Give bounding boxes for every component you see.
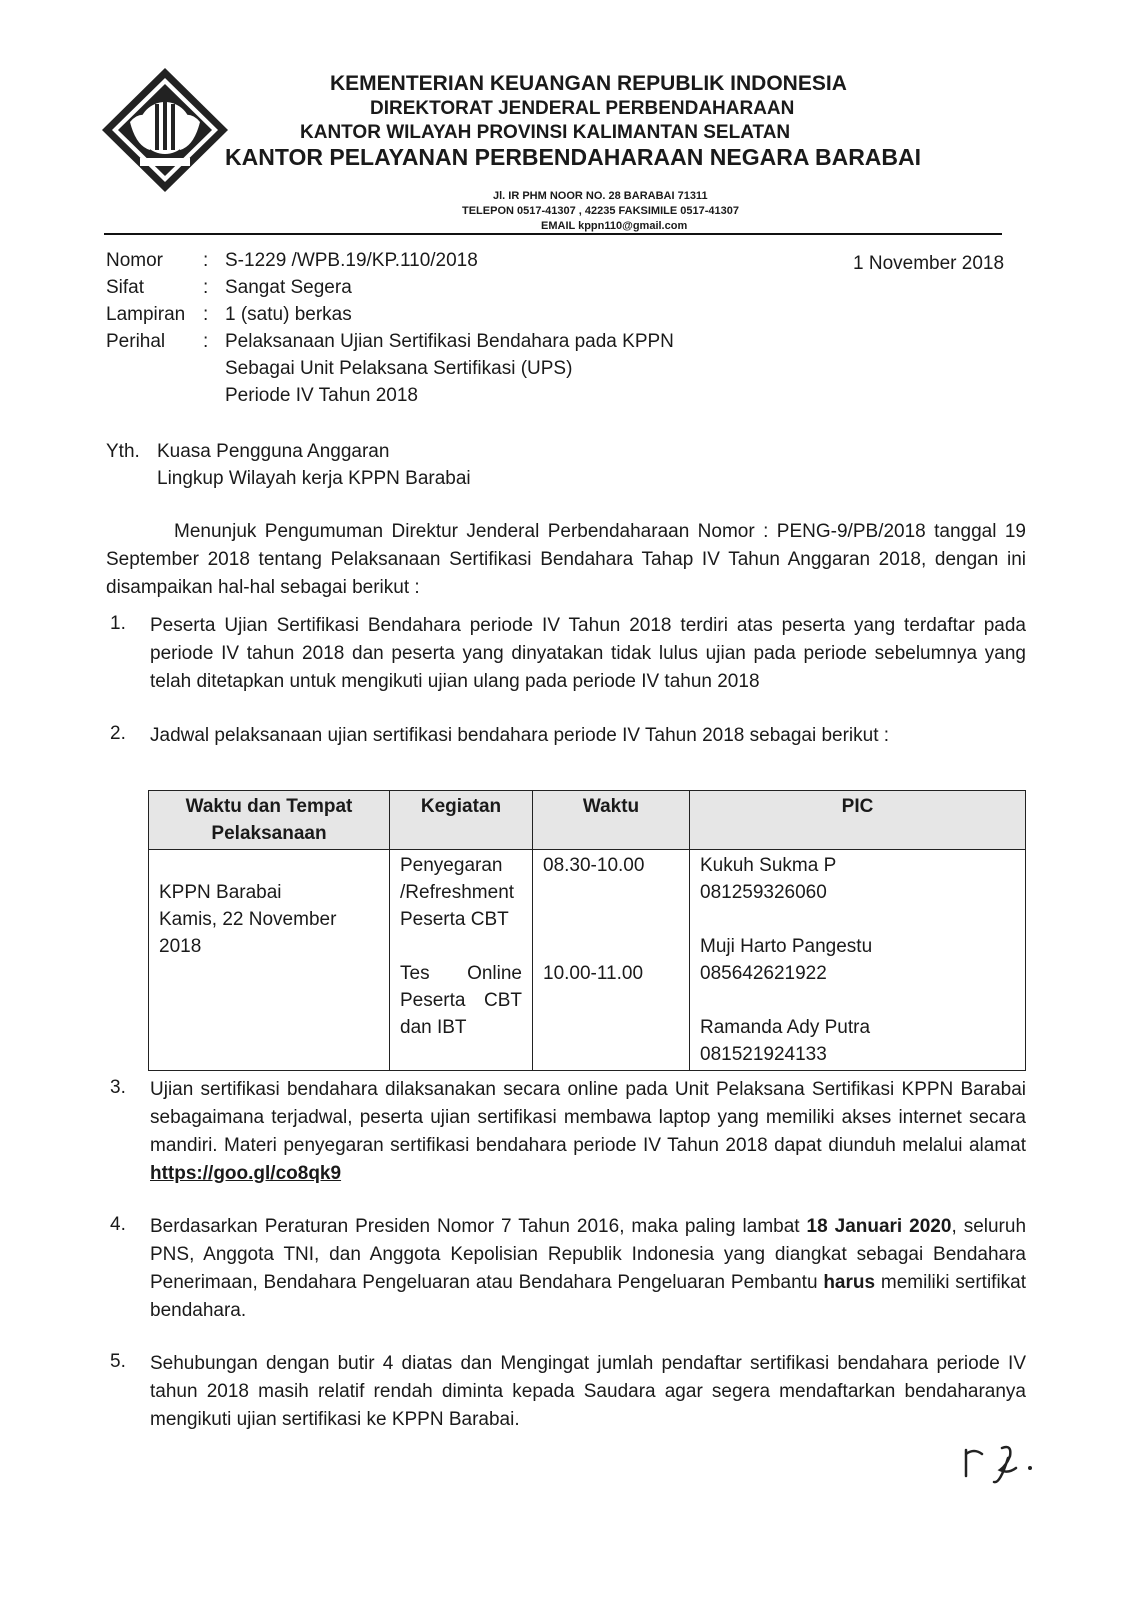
header-pic: PIC	[690, 791, 1026, 850]
item-4-part-a: Berdasarkan Peraturan Presiden Nomor 7 Tahun 2016, maka paling lambat	[150, 1216, 800, 1237]
item-3-number: 3.	[110, 1077, 126, 1098]
lampiran-label: Lampiran	[106, 304, 186, 325]
sifat-label: Sifat	[106, 277, 145, 298]
perihal-line-3: Periode IV Tahun 2018	[225, 385, 418, 406]
sifat-value: Sangat Segera	[225, 277, 352, 298]
nomor-value: S-1229 /WPB.19/KP.110/2018	[225, 250, 478, 271]
sifat-colon: :	[203, 277, 209, 298]
time-1: 08.30-10.00	[543, 855, 645, 876]
pic-1-name: Kukuh Sukma P	[700, 855, 837, 876]
letterhead-address: Jl. IR PHM NOOR NO. 28 BARABAI 71311	[493, 190, 708, 202]
nomor-colon: :	[203, 250, 209, 271]
pic-1-phone: 081259326060	[700, 882, 827, 903]
ministry-emblem-icon	[100, 66, 230, 194]
time-2: 10.00-11.00	[543, 963, 644, 984]
recipient-line-1: Kuasa Pengguna Anggaran	[157, 441, 390, 462]
activity-cell	[390, 850, 533, 1071]
pic-3-name: Ramanda Ady Putra	[700, 1017, 871, 1038]
letterhead-rule	[104, 233, 1002, 235]
item-4-emphasis: harus	[823, 1272, 876, 1293]
place-cell	[149, 850, 390, 1071]
item-1-text: Peserta Ujian Sertifikasi Bendahara periode IV Tahun 2018 terdiri atas peserta yang terdaftar pada periode IV tahun 2018 dan peserta yang dinyatakan tidak lulus ujian pada periode sebelumnya yang telah ditetapkan untuk mengikuti ujian ulang pada periode IV tahun 2018	[150, 615, 1026, 692]
lampiran-colon: :	[203, 304, 209, 325]
table-row	[149, 850, 1026, 1071]
item-2-text: Jadwal pelaksanaan ujian sertifikasi bendahara periode IV Tahun 2018 sebagai berikut :	[150, 725, 890, 746]
perihal-line-1: Pelaksanaan Ujian Sertifikasi Bendahara pada KPPN	[225, 331, 674, 352]
pic-2-phone: 085642621922	[700, 963, 827, 984]
pic-2-name: Muji Harto Pangestu	[700, 936, 873, 957]
pic-3-phone: 081521924133	[700, 1044, 827, 1065]
letterhead-regional-office: KANTOR WILAYAH PROVINSI KALIMANTAN SELATAN	[300, 122, 791, 143]
header-time: Waktu	[533, 791, 690, 850]
lampiran-value: 1 (satu) berkas	[225, 304, 352, 325]
recipient-line-2: Lingkup Wilayah kerja KPPN Barabai	[157, 468, 471, 489]
header-activity: Kegiatan	[390, 791, 533, 850]
perihal-line-2: Sebagai Unit Pelaksana Sertifikasi (UPS)	[225, 358, 573, 379]
letterhead-phone: TELEPON 0517-41307 , 42235 FAKSIMILE 0517-41307	[462, 205, 739, 217]
materials-link[interactable]: https://goo.gl/co8qk9	[150, 1163, 342, 1184]
table-header-row	[149, 791, 1026, 850]
handwritten-initials-icon	[960, 1440, 1050, 1485]
recipient-prefix: Yth.	[106, 441, 140, 462]
perihal-colon: :	[203, 331, 209, 352]
item-4-part-c: , seluruh PNS, Anggota TNI, dan Anggota Kepolisian Republik Indonesia yang diangkat sebagai Bendahara Penerimaan, Bendahara Pengeluaran atau Bendahara Pengeluaran Pembantu	[150, 1216, 1027, 1293]
letterhead-directorate: DIREKTORAT JENDERAL PERBENDAHARAAN	[370, 98, 795, 119]
pic-cell	[690, 850, 1026, 1071]
item-2-number: 2.	[110, 723, 126, 744]
time-cell	[533, 850, 690, 1071]
place-name: KPPN Barabai	[159, 882, 282, 903]
schedule-table	[148, 790, 1026, 1071]
item-5-text: Sehubungan dengan butir 4 diatas dan Mengingat jumlah pendaftar sertifikasi bendahara periode IV tahun 2018 masih relatif rendah diminta kepada Saudara agar segera mendaftarkan bendaharanya mengikuti ujian sertifikasi ke KPPN Barabai.	[150, 1353, 1026, 1430]
item-5-number: 5.	[110, 1351, 126, 1372]
item-4-deadline: 18 Januari 2020	[806, 1216, 952, 1237]
activity-2: Tes Online Peserta CBT dan IBT	[400, 963, 522, 1038]
item-4-number: 4.	[110, 1214, 126, 1235]
letterhead-ministry: KEMENTERIAN KEUANGAN REPUBLIK INDONESIA	[330, 72, 847, 95]
item-3-body: Ujian sertifikasi bendahara dilaksanakan secara online pada Unit Pelaksana Sertifikasi KPPN Barabai sebagaimana terjadwal, peserta ujian sertifikasi membawa laptop yang memiliki akses internet secara mandiri. Materi penyegaran sertifikasi bendahara periode IV Tahun 2018 dapat diunduh melalui alamat	[150, 1079, 1026, 1156]
letter-date: 1 November 2018	[853, 253, 1005, 274]
nomor-label: Nomor	[106, 250, 164, 271]
item-4-part-e: memiliki sertifikat bendahara.	[150, 1272, 1027, 1321]
letterhead-email: EMAIL kppn110@gmail.com	[541, 220, 688, 232]
activity-1: Penyegaran /Refreshment Peserta CBT	[400, 855, 515, 930]
item-4-text	[150, 1213, 1026, 1325]
perihal-label: Perihal	[106, 331, 166, 352]
place-date: Kamis, 22 November 2018	[159, 909, 337, 957]
item-1-number: 1.	[110, 613, 126, 634]
item-3-text	[150, 1076, 1026, 1188]
letterhead-office: KANTOR PELAYANAN PERBENDAHARAAN NEGARA BARABAI	[225, 144, 922, 170]
intro-paragraph: Menunjuk Pengumuman Direktur Jenderal Perbendaharaan Nomor : PENG-9/PB/2018 tanggal 19 September 2018 tentang Pelaksanaan Sertifikasi Bendahara Tahap IV Tahun Anggaran 2018, dengan ini disampaikan hal-hal sebagai berikut :	[106, 521, 1026, 598]
header-place-time: Waktu dan Tempat Pelaksanaan	[149, 791, 390, 850]
